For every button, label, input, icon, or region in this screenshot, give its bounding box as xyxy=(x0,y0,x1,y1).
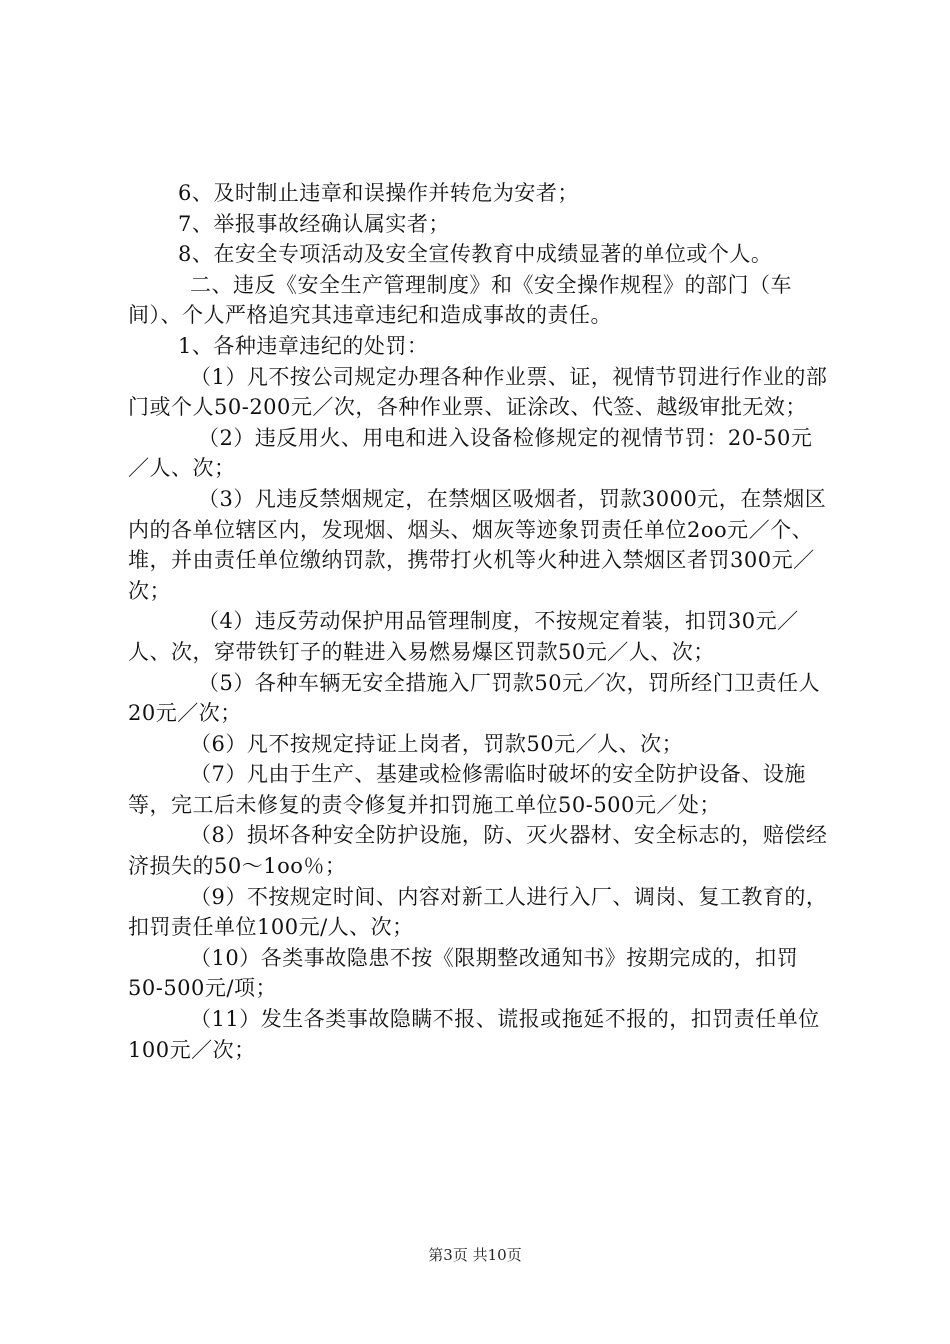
penalty-item-8: （8）损坏各种安全防护设施，防、灭火器材、安全标志的，赔偿经济损失的50～1oo％； xyxy=(128,823,828,879)
penalty-item-6: （6）凡不按规定持证上岗者，罚款50元／人、次； xyxy=(190,731,684,756)
page-number-footer: 第3页 共10页 xyxy=(428,1246,522,1264)
penalty-item-11: （11）发生各类事故隐瞒不报、谎报或拖延不报的，扣罚责任单位100元／次； xyxy=(128,1007,820,1062)
penalty-item-1: （1）凡不按公司规定办理各种作业票、证，视情节罚进行作业的部门或个人50-200元／次，各种作业票、证涂改、代签、越级审批无效； xyxy=(128,364,828,420)
document-body xyxy=(128,178,833,1065)
section-two-heading: 二、违反《安全生产管理制度》和《安全操作规程》的部门（车间）、个人严格追究其违章违纪和造成事故的责任。 xyxy=(128,272,792,328)
reward-item-6: 6、及时制止违章和误操作并转危为安者； xyxy=(178,181,579,205)
penalty-item-9: （9）不按规定时间、内容对新工人进行入厂、调岗、复工教育的，扣罚责任单位100元/人、次； xyxy=(128,884,828,940)
penalty-item-4: （4）违反劳动保护用品管理制度，不按规定着装，扣罚30元／人、次，穿带铁钉子的鞋进入易燃易爆区罚款50元／人、次； xyxy=(128,609,799,664)
reward-item-8: 8、在安全专项活动及安全宣传教育中成绩显著的单位或个人。 xyxy=(178,242,773,267)
penalty-item-3: （3）凡违反禁烟规定，在禁烟区吸烟者，罚款3000元，在禁烟区内的各单位辖区内，发现烟、烟头、烟灰等迹象罚责任单位2oo元／个、堆，并由责任单位缴纳罚款，携带打火机等火种进入禁烟区者罚300元／次； xyxy=(128,486,827,603)
penalty-item-2: （2）违反用火、用电和进入设备检修规定的视情节罚：20-50元／人、次； xyxy=(128,425,813,481)
reward-item-7: 7、举报事故经确认属实者； xyxy=(178,211,450,236)
subsection-1-heading: 1、各种违章违纪的处罚： xyxy=(178,333,429,358)
penalty-item-5: （5）各种车辆无安全措施入厂罚款50元／次，罚所经门卫责任人20元／次； xyxy=(128,670,821,726)
penalty-item-10: （10）各类事故隐患不按《限期整改通知书》按期完成的，扣罚50-500元/项； xyxy=(128,945,799,1001)
penalty-item-7: （7）凡由于生产、基建或检修需临时破坏的安全防护设备、设施等，完工后未修复的责令修复并扣罚施工单位50-500元／处； xyxy=(128,762,806,817)
